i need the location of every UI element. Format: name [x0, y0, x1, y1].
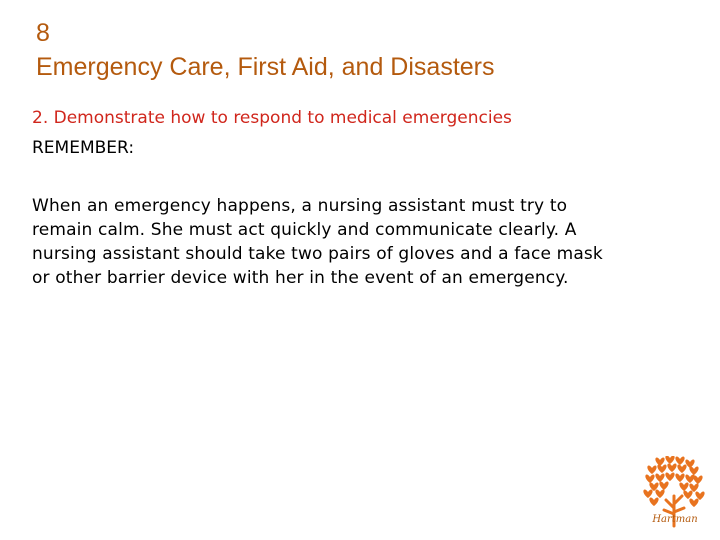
body-line: remain calm. She must act quickly and communicate clearly. A [32, 220, 577, 240]
chapter-number: 8 [36, 19, 50, 47]
body-line: When an emergency happens, a nursing assistant must try to [32, 196, 568, 216]
learning-objective: 2. Demonstrate how to respond to medical emergencies [32, 108, 512, 128]
body-line: or other barrier device with her in the event of an emergency. [32, 268, 569, 288]
slide-title [36, 16, 676, 84]
remember-label: REMEMBER: [32, 138, 135, 158]
body-paragraph [32, 194, 692, 290]
body-line: nursing assistant should take two pairs of gloves and a face mask [32, 244, 603, 264]
chapter-title: Emergency Care, First Aid, and Disasters [36, 53, 495, 81]
logo-text: Hartman [652, 514, 698, 525]
